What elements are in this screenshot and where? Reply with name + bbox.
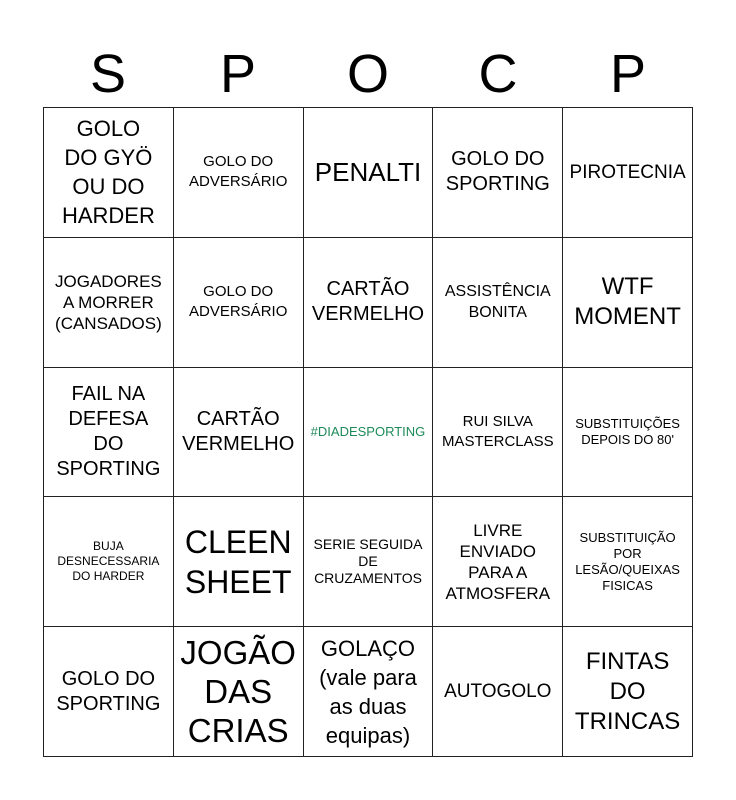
cell-text: SUBSTITUIÇÃO POR LESÃO/QUEIXAS FISICAS xyxy=(575,529,680,593)
cell-text: LIVRE ENVIADO PARA A ATMOSFERA xyxy=(445,520,551,603)
cell-text: FAIL NA DEFESA DO SPORTING xyxy=(56,382,161,480)
bingo-grid xyxy=(43,107,693,757)
header-letter-2: P xyxy=(219,44,257,104)
header-letter-4: C xyxy=(478,44,518,104)
cell-text: GOLAÇO (vale para as duas equipas) xyxy=(319,635,417,748)
cell-text: CARTÃO VERMELHO xyxy=(311,278,425,326)
cell-text: FINTAS DO TRINCAS xyxy=(574,647,681,735)
cell-text: CARTÃO VERMELHO xyxy=(182,407,295,455)
bingo-cell-r5c1[interactable] xyxy=(44,627,174,757)
bingo-cell-r1c3[interactable] xyxy=(304,108,434,238)
cell-text: JOGADORES A MORRER (CANSADOS) xyxy=(55,271,162,333)
bingo-cell-r2c3[interactable] xyxy=(304,238,434,368)
cell-text: JOGÃO DAS CRIAS xyxy=(180,634,296,750)
bingo-cell-r2c2[interactable] xyxy=(174,238,304,368)
cell-text: PENALTI xyxy=(314,156,422,187)
cell-text: SUBSTITUIÇÕES DEPOIS DO 80' xyxy=(575,415,680,447)
header-letter-1: S xyxy=(89,44,127,104)
cell-text: GOLO DO SPORTING xyxy=(56,667,161,715)
bingo-cell-r5c4[interactable] xyxy=(433,627,563,757)
bingo-cell-r4c3[interactable] xyxy=(304,497,434,627)
cell-text: PIROTECNIA xyxy=(569,161,686,183)
bingo-cell-r3c1[interactable] xyxy=(44,368,174,498)
cell-text: GOLO DO SPORTING xyxy=(445,148,550,196)
cell-text: AUTOGOLO xyxy=(444,681,552,703)
bingo-cell-r5c2[interactable] xyxy=(174,627,304,757)
header-letter-3: O xyxy=(346,44,389,104)
header-letter-5: P xyxy=(609,44,647,104)
cell-text: GOLO DO ADVERSÁRIO xyxy=(189,153,288,191)
bingo-header xyxy=(43,40,693,108)
bingo-cell-r1c4[interactable] xyxy=(433,108,563,238)
cell-text: RUI SILVA MASTERCLASS xyxy=(441,412,554,450)
cell-text: BUJA DESNECESSARIA DO HARDER xyxy=(57,539,160,584)
cell-text: SERIE SEGUIDA DE CRUZAMENTOS xyxy=(313,536,423,587)
bingo-cell-r3c2[interactable] xyxy=(174,368,304,498)
cell-text: ASSISTÊNCIA BONITA xyxy=(444,283,551,322)
bingo-cell-r2c4[interactable] xyxy=(433,238,563,368)
bingo-cell-r1c2[interactable] xyxy=(174,108,304,238)
cell-text: GOLO DO GYÖ OU DO HARDER xyxy=(61,116,155,229)
bingo-cell-r3c4[interactable] xyxy=(433,368,563,498)
bingo-cell-r3c3-free-space[interactable] xyxy=(304,368,434,498)
cell-text: CLEEN SHEET xyxy=(184,523,292,600)
cell-text: GOLO DO ADVERSÁRIO xyxy=(189,283,288,321)
bingo-cell-r1c5[interactable] xyxy=(563,108,693,238)
cell-text: WTF MOMENT xyxy=(574,273,681,331)
bingo-cell-r3c5[interactable] xyxy=(563,368,693,498)
bingo-cell-r5c3[interactable] xyxy=(304,627,434,757)
bingo-cell-r4c4[interactable] xyxy=(433,497,563,627)
bingo-cell-r4c1[interactable] xyxy=(44,497,174,627)
bingo-cell-r5c5[interactable] xyxy=(563,627,693,757)
bingo-cell-r4c5[interactable] xyxy=(563,497,693,627)
bingo-cell-r4c2[interactable] xyxy=(174,497,304,627)
cell-text: #DIADESPORTING xyxy=(310,424,426,440)
bingo-cell-r2c1[interactable] xyxy=(44,238,174,368)
bingo-cell-r1c1[interactable] xyxy=(44,108,174,238)
bingo-cell-r2c5[interactable] xyxy=(563,238,693,368)
